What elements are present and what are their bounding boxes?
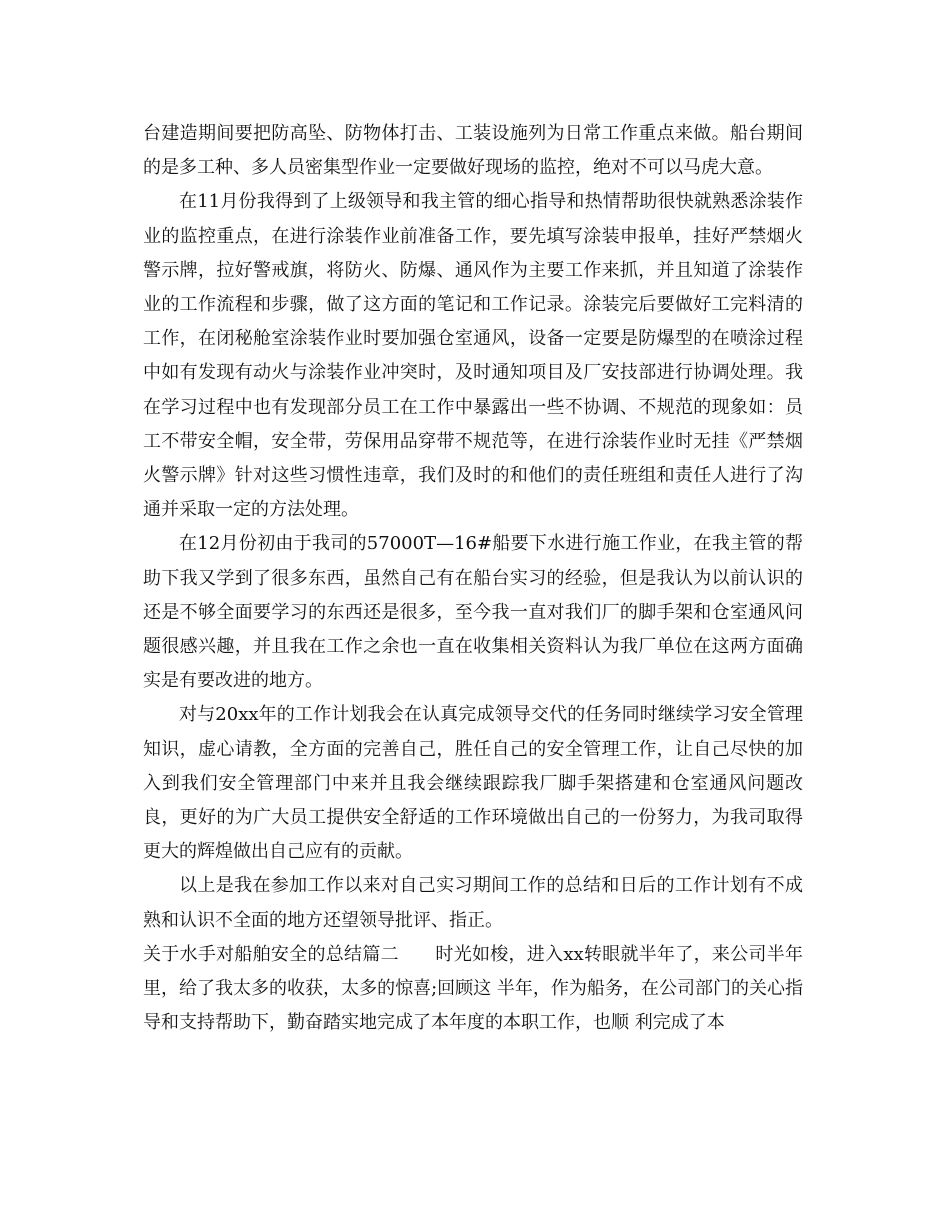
- paragraph-section-two: 关于水手对船舶安全的总结篇二 时光如梭，进入xx转眼就半年了，来公司半年里，给了我太多的收获，太多的惊喜;回顾这 半年，作为船务，在公司部门的关心指导和支持帮助下，勤奋踏实地完成了本年度的本职工作，也顺 利完成了本: [143, 943, 803, 1034]
- paragraph-continuation: 台建造期间要把防高坠、防物体打击、工装设施列为日常工作重点来做。船台期间的是多工种、多人员密集型作业一定要做好现场的监控，绝对不可以马虎大意。: [143, 123, 803, 179]
- document-body: [143, 117, 803, 1040]
- paragraph-november-coating: 在11月份我得到了上级领导和我主管的细心指导和热情帮助很快就熟悉涂装作业的监控重点，在进行涂装作业前准备工作，要先填写涂装申报单，挂好严禁烟火警示牌，拉好警戒旗，将防火、防爆、通风作为主要工作来抓，并且知道了涂装作业的工作流程和步骤，做了这方面的笔记和工作记录。涂装完后要做好工完料清的工作，在闭秘舱室涂装作业时要加强仓室通风，设备一定要是防爆型的在喷涂过程中如有发现有动火与涂装作业冲突时，及时通知项目及厂安技部进行协调处理。我在学习过程中也有发现部分员工在工作中暴露出一些不协调、不规范的现象如：员工不带安全帽，安全带，劳保用品穿带不规范等，在进行涂装作业时无挂《严禁烟火警示牌》针对这些习惯性违章，我们及时的和他们的责任班组和责任人进行了沟通并采取一定的方法处理。: [143, 191, 803, 521]
- paragraph-work-plan: 对与20xx年的工作计划我会在认真完成领导交代的任务同时继续学习安全管理知识，虚心请教，全方面的完善自己，胜任自己的安全管理工作，让自己尽快的加入到我们安全管理部门中来并且我会继续跟踪我厂脚手架搭建和仓室通风问题改良，更好的为广大员工提供安全舒适的工作环境做出自己的一份努力，为我司取得更大的辉煌做出自己应有的贡献。: [143, 704, 803, 863]
- paragraph-conclusion: 以上是我在参加工作以来对自己实习期间工作的总结和日后的工作计划有不成熟和认识不全面的地方还望领导批评、指正。: [143, 875, 803, 931]
- paragraph-december-launch: 在12月份初由于我司的57000T—16#船要下水进行施工作业，在我主管的帮助下我又学到了很多东西，虽然自己有在船台实习的经验，但是我认为以前认识的还是不够全面要学习的东西还是很多，至今我一直对我们厂的脚手架和仓室通风问题很感兴趣，并且我在工作之余也一直在收集相关资料认为我厂单位在这两方面确实是有要改进的地方。: [143, 533, 803, 692]
